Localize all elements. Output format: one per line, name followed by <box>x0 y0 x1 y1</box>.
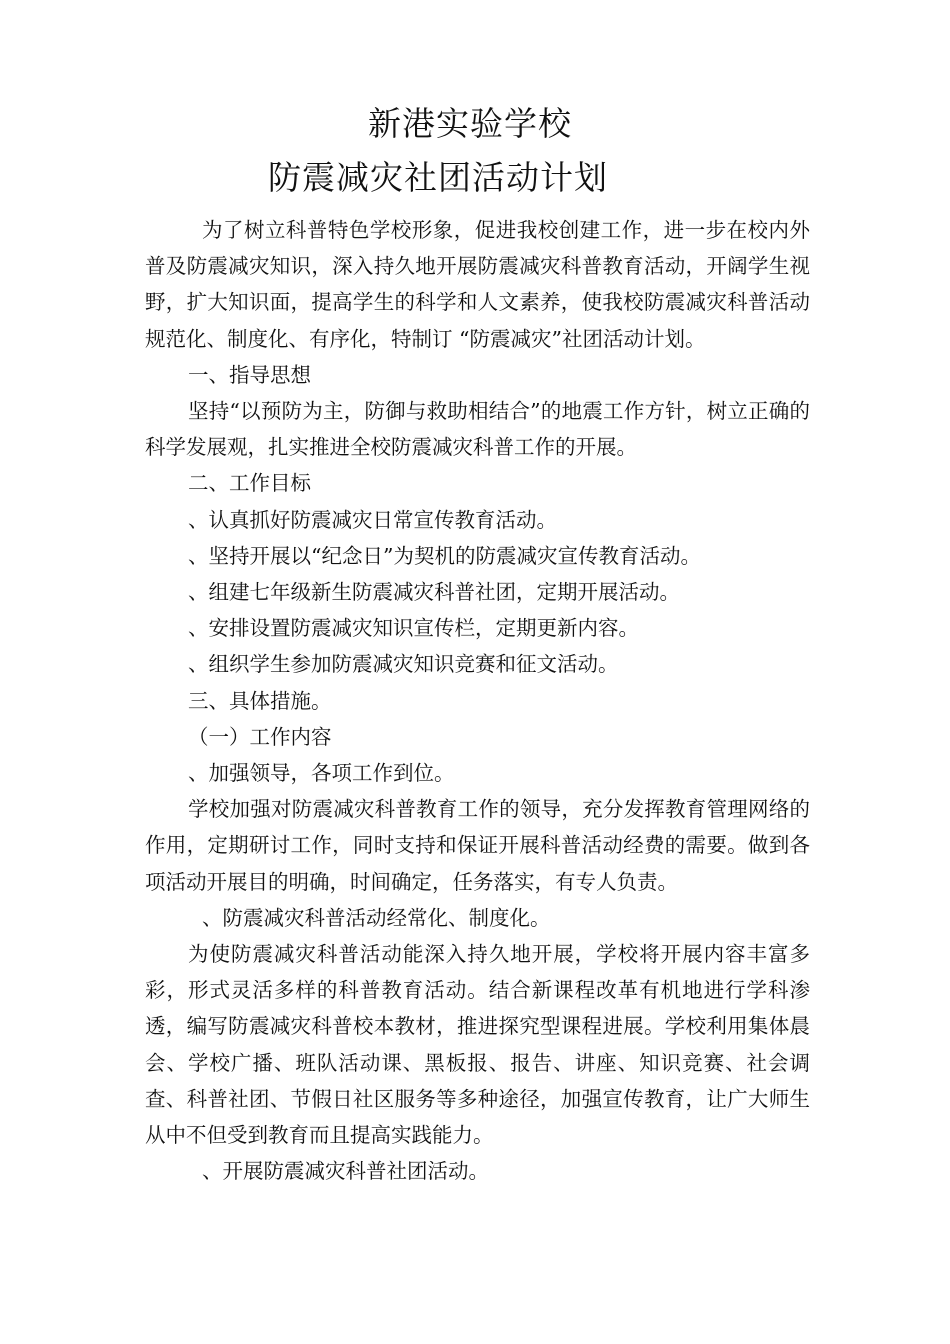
leadership-paragraph: 学校加强对防震减灾科普教育工作的领导，充分发挥教育管理网络的作用，定期研讨工作，同时支持和保证开展科普活动经费的需要。做到各项活动开展目的明确，时间确定，任务落实，有专人负责。 <box>145 797 810 894</box>
item-heading-club-activities: 、开展防震减灾科普社团活动。 <box>202 1159 489 1184</box>
section-heading-guiding-ideology: 一、指导思想 <box>188 362 311 387</box>
section-heading-measures: 三、具体措施。 <box>188 688 332 713</box>
document-body <box>145 212 810 1189</box>
goal-item: 、坚持开展以“纪念日”为契机的防震减灾宣传教育活动。 <box>188 543 701 568</box>
item-heading-regularization: 、防震减灾科普活动经常化、制度化。 <box>202 905 551 930</box>
goal-item: 、组织学生参加防震减灾知识竞赛和征文活动。 <box>188 652 619 677</box>
regularization-paragraph: 为使防震减灾科普活动能深入持久地开展，学校将开展内容丰富多彩，形式灵活多样的科普教育活动。结合新课程改革有机地进行学科渗透，编写防震减灾科普校本教材，推进探究型课程进展。学校利用集体晨会、学校广播、班队活动课、黑板报、报告、讲座、知识竞赛、社会调查、科普社团、节假日社区服务等多种途径，加强宣传教育，让广大师生从中不但受到教育而且提高实践能力。 <box>145 942 810 1148</box>
guiding-ideology-paragraph: 坚持“以预防为主，防御与救助相结合”的地震工作方针，树立正确的科学发展观，扎实推进全校防震减灾科普工作的开展。 <box>145 399 810 460</box>
intro-paragraph: 为了树立科普特色学校形象，促进我校创建工作，进一步在校内外普及防震减灾知识，深入持久地开展防震减灾科普教育活动，开阔学生视野，扩大知识面，提高学生的科学和人文素养，使我校防震减灾科普活动规范化、制度化、有序化，特制订 “防震减灾”社团活动计划。 <box>145 218 810 351</box>
document-title-plan: 防震减灾社团活动计划 <box>268 158 608 197</box>
subsection-heading-work-content: （一）工作内容 <box>188 724 332 749</box>
goal-item: 、认真抓好防震减灾日常宣传教育活动。 <box>188 507 557 532</box>
item-heading-leadership: 、加强领导，各项工作到位。 <box>188 761 455 786</box>
section-heading-work-goals: 二、工作目标 <box>188 471 311 496</box>
document-title-school: 新港实验学校 <box>368 104 572 143</box>
goal-item: 、组建七年级新生防震减灾科普社团，定期开展活动。 <box>188 580 680 605</box>
goal-item: 、安排设置防震减灾知识宣传栏，定期更新内容。 <box>188 616 639 641</box>
